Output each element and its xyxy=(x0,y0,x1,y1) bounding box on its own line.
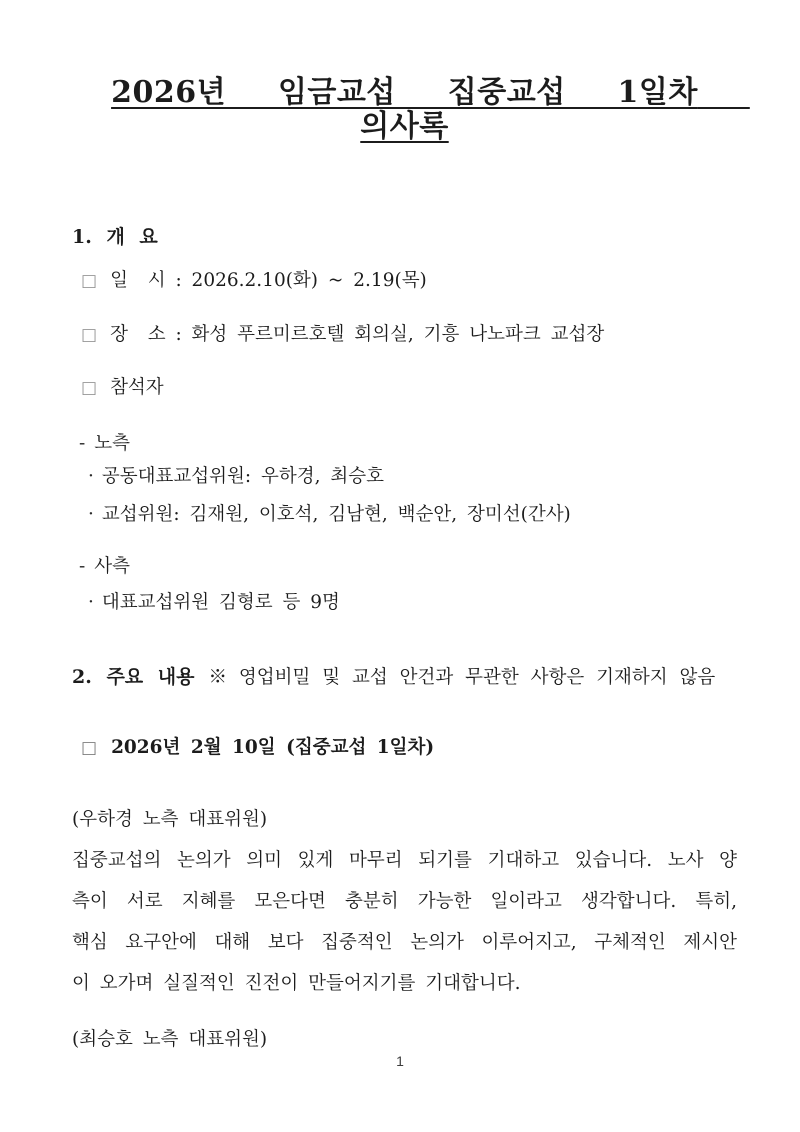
dash-marker-icon: - xyxy=(79,556,86,577)
dot-marker-icon: · xyxy=(88,466,94,487)
list-item-attendees xyxy=(72,378,737,398)
checkbox-marker-icon: □ xyxy=(81,738,98,758)
speaker-label: (최승호 노측 대표위원) xyxy=(72,1029,268,1050)
checkbox-marker-icon: □ xyxy=(81,378,98,398)
speech-block xyxy=(72,799,737,1004)
dash-marker-icon: - xyxy=(79,433,86,454)
section-heading-overview: 1. 개 요 xyxy=(72,226,158,248)
list-item-management-side xyxy=(72,557,737,577)
dot-marker-icon: · xyxy=(88,504,94,525)
dot-marker-icon: · xyxy=(88,592,94,613)
list-item-text: 장 소 : 화성 푸르미르호텔 회의실, 기흥 나노파크 교섭장 xyxy=(110,324,605,345)
list-item-text: 참석자 xyxy=(110,377,164,398)
list-item-text: 대표교섭위원 김형로 등 9명 xyxy=(101,592,340,613)
checkbox-marker-icon: □ xyxy=(81,271,98,291)
list-item-negotiators xyxy=(72,505,737,525)
list-item-datetime xyxy=(72,271,737,291)
paragraph-line: 이 오가며 실질적인 진전이 만들어지기를 기대합니다. xyxy=(72,973,521,994)
page-number: 1 xyxy=(396,1053,404,1069)
list-item-text: 노측 xyxy=(94,433,131,454)
section-heading-main-line xyxy=(72,666,737,689)
section-heading-main: 2. 주요 내용 xyxy=(72,666,195,688)
list-item-text: 일 시 : 2026.2.10(화) ~ 2.19(목) xyxy=(110,270,427,291)
list-item-labor-side xyxy=(72,434,737,454)
confidentiality-note: ※ 영업비밀 및 교섭 안건과 무관한 사항은 기재하지 않음 xyxy=(208,667,716,688)
speaker-label: (우하경 노측 대표위원) xyxy=(72,809,268,830)
paragraph-line: 측이 서로 지혜를 모은다면 충분히 가능한 일이라고 생각합니다. 특히, xyxy=(72,891,737,912)
list-item-text: 공동대표교섭위원: 우하경, 최승호 xyxy=(101,466,384,487)
list-item-text: 사측 xyxy=(94,556,131,577)
date-heading-text: 2026년 2월 10일 (집중교섭 1일차) xyxy=(111,737,435,758)
list-item-co-representatives xyxy=(72,467,737,487)
list-item-text: 교섭위원: 김재원, 이호석, 김남현, 백순안, 장미선(간사) xyxy=(101,504,571,525)
checkbox-marker-icon: □ xyxy=(81,325,98,345)
list-item-location xyxy=(72,325,737,345)
paragraph-line: 핵심 요구안에 대해 보다 집중적인 논의가 이루어지고, 구체적인 제시안 xyxy=(72,932,737,953)
date-heading xyxy=(72,738,737,758)
paragraph-line: 집중교섭의 논의가 의미 있게 마무리 되기를 기대하고 있습니다. 노사 양 xyxy=(72,850,737,871)
list-item-mgmt-representative xyxy=(72,593,737,613)
document-title: 2026년 임금교섭 집중교섭 1일차 의사록 xyxy=(111,75,750,144)
